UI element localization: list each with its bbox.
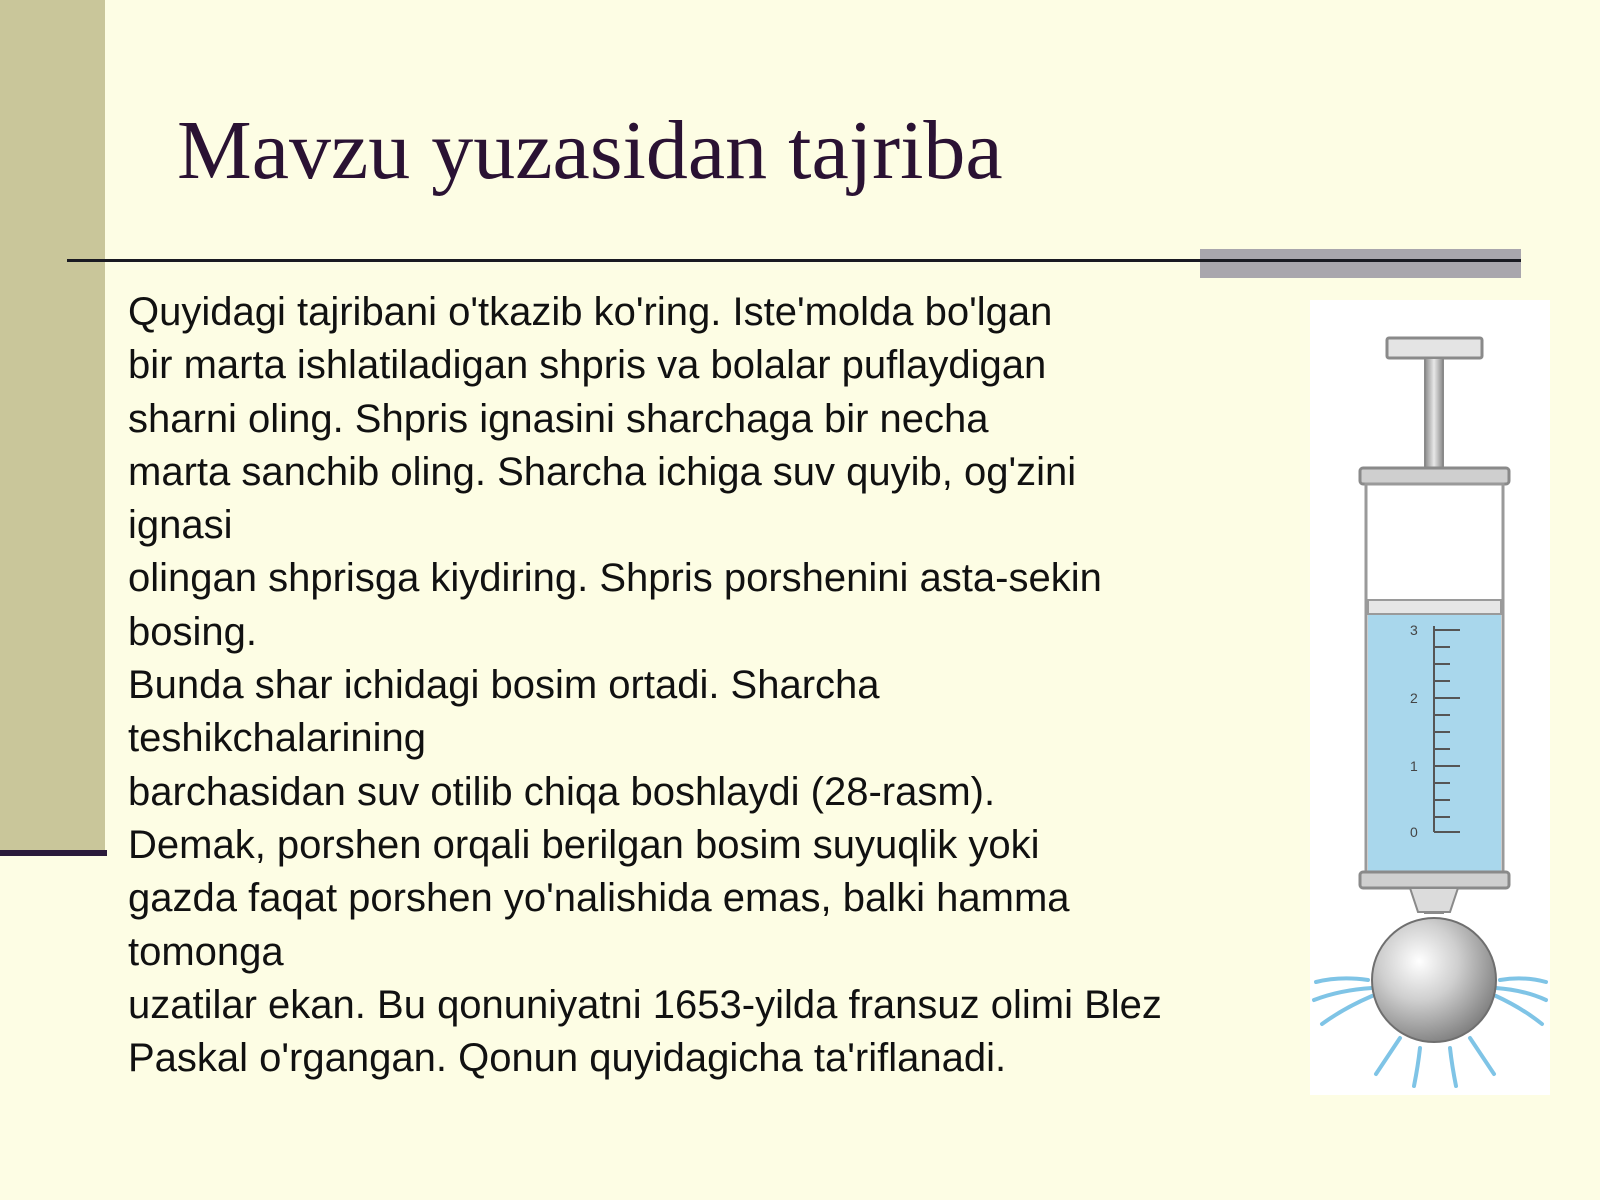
body-line: teshikchalarining <box>128 716 426 761</box>
body-line: gazda faqat porshen yo'nalishida emas, balki hamma <box>128 876 1070 921</box>
body-line: Quyidagi tajribani o'tkazib ko'ring. Iste'molda bo'lgan <box>128 290 1053 334</box>
plunger-piston <box>1368 600 1501 614</box>
body-line: bosing. <box>128 609 257 654</box>
left-accent-bar <box>0 0 105 853</box>
pascal-syringe-figure <box>1310 300 1550 1095</box>
body-line: marta sanchib oling. Sharcha ichiga suv quyib, og'zini <box>128 449 1077 494</box>
body-line: sharni oling. Shpris ignasini sharchaga bir necha <box>128 396 989 441</box>
body-line: olingan shprisga kiydiring. Shpris porshenini asta-sekin <box>128 556 1102 601</box>
body-line: barchasidan suv otilib chiqa boshlaydi (28-rasm). <box>128 769 996 814</box>
body-line: ignasi <box>128 503 233 548</box>
slide-body <box>128 286 1288 1085</box>
plunger-handle <box>1387 338 1482 358</box>
slide-title: Mavzu yuzasidan tajriba <box>177 104 1003 197</box>
syringe-bottom-flange <box>1360 872 1509 888</box>
syringe-illustration <box>1310 300 1550 1095</box>
body-line: Demak, porshen orqali berilgan bosim suyuqlik yoki <box>128 822 1040 867</box>
scale-label: 2 <box>1410 690 1418 706</box>
scale-label: 1 <box>1410 758 1418 774</box>
scale-label: 3 <box>1410 622 1418 638</box>
body-line: bir marta ishlatiladigan shpris va bolalar puflaydigan <box>128 343 1047 388</box>
water-sphere <box>1372 918 1496 1042</box>
body-line: Paskal o'rgangan. Qonun quyidagicha ta'riflanadi. <box>128 1036 1007 1081</box>
scale-label: 0 <box>1410 824 1418 840</box>
body-line: uzatilar ekan. Bu qonuniyatni 1653-yilda fransuz olimi Blez <box>128 982 1162 1027</box>
body-line: Bunda shar ichidagi bosim ortadi. Sharcha <box>128 663 880 708</box>
syringe-flange <box>1360 468 1509 484</box>
header-accent-block <box>1200 249 1521 278</box>
left-accent-underline <box>0 850 107 856</box>
body-line: tomonga <box>128 929 284 974</box>
header-rule <box>67 259 1521 262</box>
syringe-nozzle <box>1410 888 1458 912</box>
